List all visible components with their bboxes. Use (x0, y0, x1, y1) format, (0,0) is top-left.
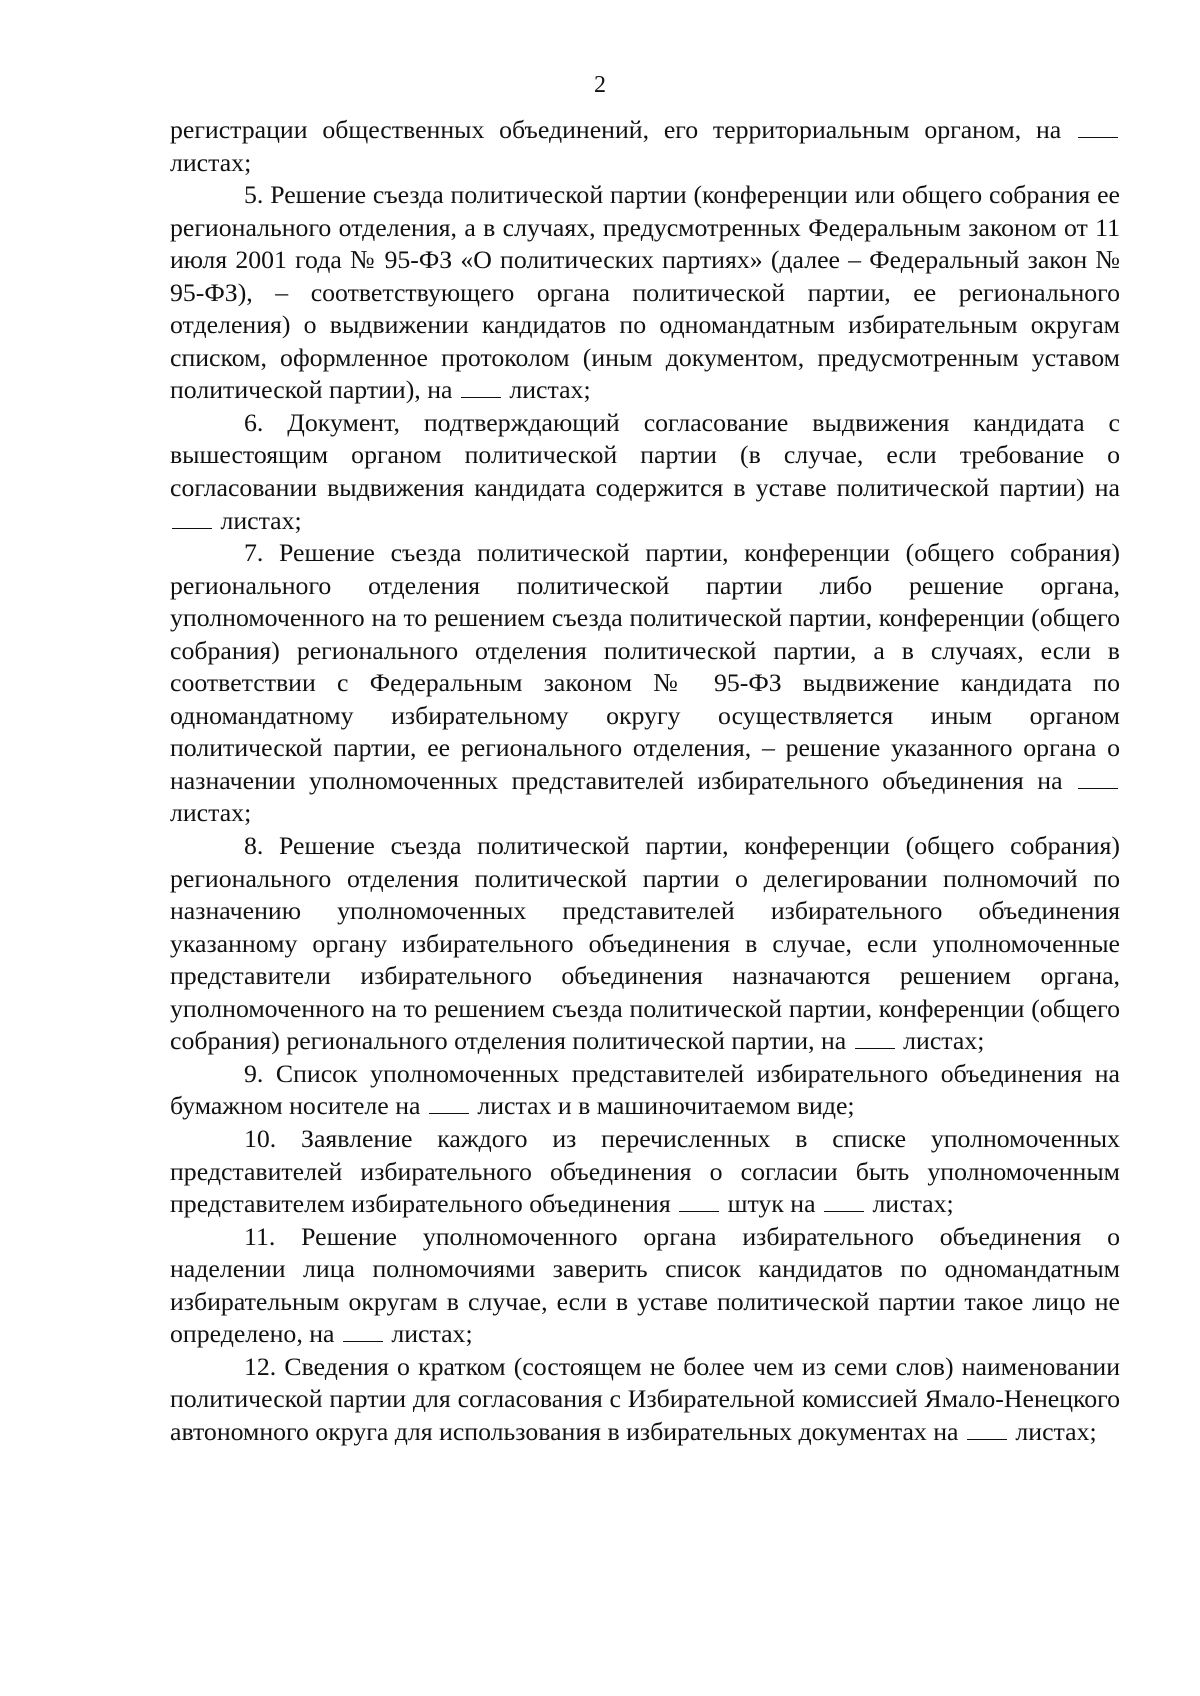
paragraph-text: 7. Решение съезда политической партии, конференции (общего собрания) регионального отделения политической партии либо решение органа, уполномоченного на то решением съезда политической партии, конференции (общего собрания) регионального отделения политической партии, а в случаях, если в соответствии с Федеральным законом № 95-ФЗ выдвижение кандидата по одномандатному избирательному округу осуществляется иным органом политической партии, ее регионального отделения, – решение указанного органа о назначении уполномоченных представителей избирательного объединения на (170, 538, 1120, 795)
blank-line (461, 396, 501, 398)
paragraph-text: 12. Сведения о кратком (состоящем не более чем из семи слов) наименовании политической партии для согласования с Избирательной комиссией Ямало-Ненецкого автономного округа для использования в избирательных документах на (170, 1351, 1120, 1446)
paragraph-item-8 (170, 830, 1120, 1058)
paragraph-item-9 (170, 1058, 1120, 1123)
paragraph-text: 10. Заявление каждого из перечисленных в списке уполномоченных представителей избирательного объединения о согласии быть уполномоченным представителем избирательного объединения (170, 1123, 1120, 1219)
paragraph-text: 6. Документ, подтверждающий согласование выдвижения кандидата с вышестоящим органом политической партии (в случае, если требование о согласовании выдвижения кандидата содержится в уставе политической партии) на (170, 407, 1120, 503)
paragraph-text-end: листах; (872, 1189, 954, 1219)
paragraph-text-end: листах; (170, 798, 252, 828)
paragraph-text-end: листах; (220, 505, 302, 535)
blank-line (855, 1047, 895, 1049)
paragraph-continuation (170, 114, 1120, 179)
paragraph-text: 5. Решение съезда политической партии (конференции или общего собрания ее регионального отделения, а в случаях, предусмотренных Федеральным законом от 11 июля 2001 года № 95-ФЗ «О политических партиях» (далее – Федеральный закон № 95-ФЗ), – соответствующего органа политической партии, ее регионального отделения) о выдвижении кандидатов по одномандатным избирательным округам списком, оформленное протоколом (иным документом, предусмотренным уставом политической партии), на (170, 180, 1120, 405)
blank-line (172, 527, 212, 529)
paragraph-text: регистрации общественных объединений, его территориальным органом, на (170, 115, 1062, 144)
paragraph-text-middle: штук на (727, 1189, 816, 1219)
paragraph-text-end: листах; (391, 1319, 473, 1349)
paragraph-text: 11. Решение уполномоченного органа избирательного объединения о наделении лица полномочиями заверить список кандидатов по одномандатным избирательным округам в случае, если в уставе политической партии такое лицо не определено, на (170, 1221, 1120, 1349)
paragraph-item-5 (170, 179, 1120, 407)
paragraph-text-end: листах; (509, 375, 591, 405)
paragraph-text-end: листах; (1015, 1416, 1097, 1446)
blank-line (679, 1210, 719, 1212)
blank-line (824, 1210, 864, 1212)
blank-line (343, 1340, 383, 1342)
paragraph-item-11 (170, 1221, 1120, 1351)
blank-line (1078, 787, 1118, 789)
document-body (170, 114, 1120, 1448)
blank-line (1078, 136, 1118, 138)
paragraph-item-12 (170, 1351, 1120, 1449)
page-number: 2 (594, 72, 606, 98)
blank-line (967, 1438, 1007, 1440)
paragraph-item-7 (170, 537, 1120, 830)
paragraph-text: 9. Список уполномоченных представителей избирательного объединения на бумажном носителе на (170, 1058, 1120, 1121)
paragraph-text-end: листах и в машиночитаемом виде; (477, 1091, 855, 1121)
paragraph-item-6 (170, 407, 1120, 537)
blank-line (429, 1112, 469, 1114)
paragraph-text-end: листах; (903, 1026, 985, 1056)
paragraph-item-10 (170, 1123, 1120, 1221)
paragraph-text: 8. Решение съезда политической партии, конференции (общего собрания) регионального отделения политической партии о делегировании полномочий по назначению уполномоченных представителей избирательного объединения указанному органу избирательного объединения в случае, если уполномоченные представители избирательного объединения назначаются решением органа, уполномоченного на то решением съезда политической партии, конференции (общего собрания) регионального отделения политической партии, на (170, 831, 1120, 1056)
paragraph-text-end: листах; (170, 147, 252, 177)
